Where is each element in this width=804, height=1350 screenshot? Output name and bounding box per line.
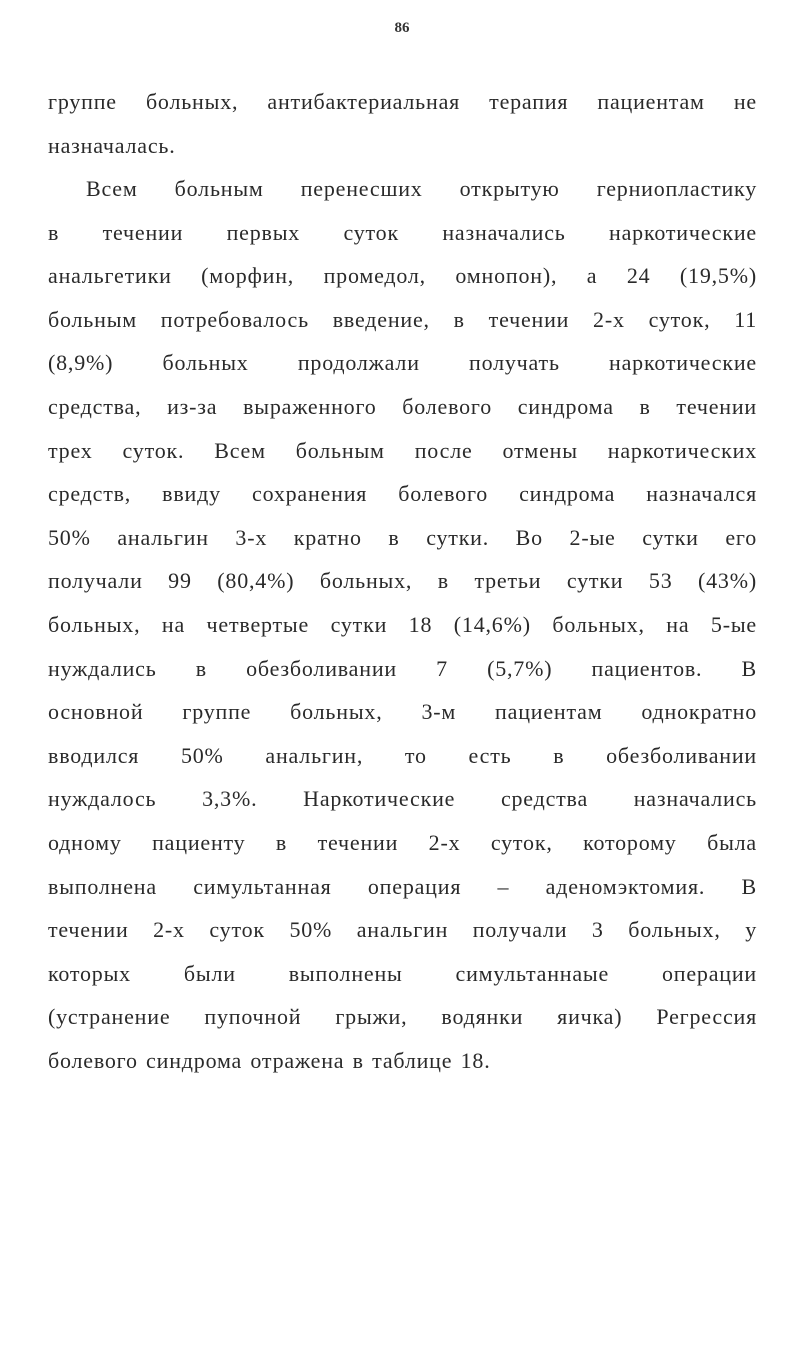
text-line: основной группе больных, 3-м пациентам однократно (48, 699, 757, 725)
text-line: назначалась. (48, 132, 176, 158)
text-line: которых были выполнены симультаннаые операции (48, 960, 757, 986)
paragraph-continuation (48, 80, 757, 167)
text-line: средства, из-за выраженного болевого синдрома в течении (48, 393, 757, 419)
text-line: 50% анальгин 3-х кратно в сутки. Во 2-ые сутки его (48, 524, 757, 550)
text-line: анальгетики (морфин, промедол, омнопон), а 24 (19,5%) (48, 263, 757, 289)
text-line: нуждались в обезболивании 7 (5,7%) пациентов. В (48, 655, 757, 681)
text-line: средств, ввиду сохранения болевого синдрома назначался (48, 481, 757, 507)
text-line: получали 99 (80,4%) больных, в третьи сутки 53 (43%) (48, 568, 757, 594)
paragraph-pain-management (48, 167, 757, 1082)
text-line: одному пациенту в течении 2-х суток, которому была (48, 829, 757, 855)
text-line: течении 2-х суток 50% анальгин получали 3 больных, у (48, 917, 757, 943)
text-line: группе больных, антибактериальная терапия пациентам не (48, 89, 757, 114)
text-line: Всем больным перенесших открытую герниопластику (86, 176, 757, 201)
text-line: болевого синдрома отражена в таблице 18. (48, 1047, 491, 1073)
text-line: больным потребовалось введение, в течении 2-х суток, 11 (48, 306, 757, 332)
text-line: (8,9%) больных продолжали получать наркотические (48, 350, 757, 376)
text-line: больных, на четвертые сутки 18 (14,6%) больных, на 5-ые (48, 611, 757, 637)
text-line: вводился 50% анальгин, то есть в обезболивании (48, 742, 757, 768)
text-line: нуждалось 3,3%. Наркотические средства назначались (48, 786, 757, 812)
text-line: выполнена симультанная операция – аденомэктомия. В (48, 873, 757, 899)
text-line: (устранение пупочной грыжи, водянки яичка) Регрессия (48, 1004, 757, 1030)
text-line: в течении первых суток назначались наркотические (48, 219, 757, 245)
text-line: трех суток. Всем больным после отмены наркотических (48, 437, 757, 463)
page-number: 86 (394, 20, 410, 36)
